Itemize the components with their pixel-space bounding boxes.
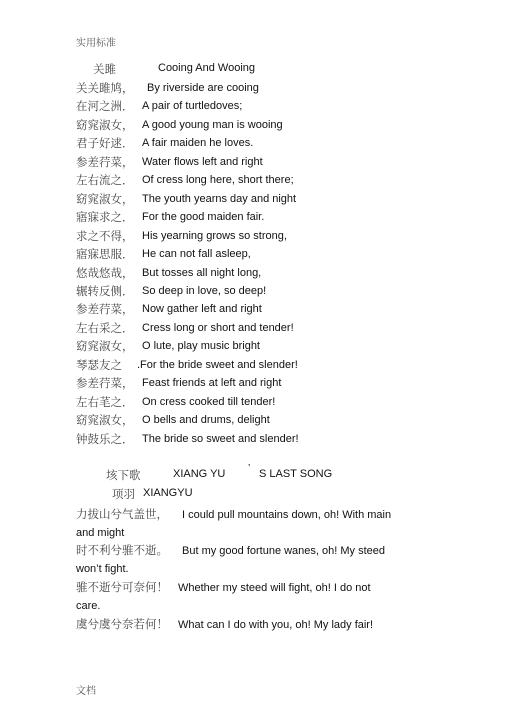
poem1-line-zh: 求之不得， <box>76 228 134 243</box>
poem1-line-en: Cress long or short and tender! <box>142 321 294 334</box>
poem1-line-zh: 参差荇菜， <box>76 302 134 317</box>
poem1-line-zh: 窈窕淑女， <box>76 339 134 354</box>
poem1-line-en: For the good maiden fair. <box>142 211 265 224</box>
page-footer: 文档 <box>76 686 96 697</box>
poem2-title-apostrophe: ’ <box>248 463 251 474</box>
poem1-line-zh: 关关雎鸠， <box>76 81 134 95</box>
poem1-line-zh: 左右采之． <box>76 320 134 335</box>
poem1-line-zh: 窈窕淑女， <box>76 191 134 206</box>
poem1-line-zh: 参差荇菜， <box>76 376 134 391</box>
poem1-line-en: So deep in love, so deep! <box>142 284 267 297</box>
poem1-line-en: The bride so sweet and slender! <box>142 432 299 445</box>
poem1-line-zh: 钟鼓乐之． <box>76 431 134 446</box>
poem2-line-1-en-1: I could pull mountains down, oh! With main <box>182 509 392 521</box>
poem1-line-zh: 君子好逑． <box>76 136 134 151</box>
poem2-author-zh: 项羽 <box>112 487 135 501</box>
poem2-author-en: XIANGYU <box>143 487 193 499</box>
poem1-line-en: A good young man is wooing <box>142 118 283 131</box>
poem1-line-en: He can not fall asleep, <box>142 248 251 261</box>
poem2-title-zh: 垓下歌 <box>106 468 141 482</box>
poem2-line-1-en-2: and might <box>76 527 125 539</box>
poem2-line-3-en-2: care. <box>76 600 101 612</box>
poem2-line-1-zh: 力拔山兮气盖世， <box>76 507 168 521</box>
poem2-line-3-zh: 骓不逝兮可奈何！ <box>76 580 168 594</box>
poem1-line-en: O bells and drums, delight <box>142 414 270 427</box>
poem1-line-en: The youth yearns day and night <box>142 192 297 205</box>
poem1-line-zh: 左右芼之． <box>76 394 134 409</box>
poem1-line-en: A fair maiden he loves. <box>142 137 254 150</box>
poem2-line-1 <box>76 505 394 542</box>
poem1-line-zh: 在河之洲． <box>76 99 134 114</box>
poem1-title-en: Cooing And Wooing <box>158 62 256 74</box>
poem1-line-en: His yearning grows so strong, <box>142 229 287 242</box>
poem1-line-en: O lute, play music bright <box>142 340 260 353</box>
poem1-line-zh: 左右流之． <box>76 173 134 188</box>
poem1-line-zh: 琴瑟友之 <box>76 357 122 372</box>
poem2-line-2-zh: 时不利兮骓不逝。 <box>76 543 168 557</box>
poem2-line-4-zh: 虞兮虞兮奈若何！ <box>76 617 168 631</box>
poem1-line-en: Now gather left and right <box>142 303 262 316</box>
poem1-line-zh: 窈窕淑女， <box>76 117 134 132</box>
poem1-title-zh: 关雎 <box>93 62 116 76</box>
poem1-line-en: Of cress long here, short there; <box>142 174 294 187</box>
poem1-line-zh: 辗转反侧． <box>76 283 134 298</box>
poem2-line-3 <box>76 578 394 615</box>
poem1-line-zh: 寤寐思服． <box>76 247 134 262</box>
poem2-title-en-a: XIANG YU <box>173 468 226 480</box>
poem1-line-en: Water flows left and right <box>142 155 263 168</box>
poem2-line-3-en-1: Whether my steed will fight, oh! I do not <box>178 582 371 594</box>
poem2-line-4 <box>76 615 394 634</box>
poem1-line-en: .For the bride sweet and slender! <box>137 358 298 371</box>
poem2-line-4-en-1: What can I do with you, oh! My lady fair! <box>178 619 374 631</box>
poem1-line-zh: 参差荇菜， <box>76 154 134 169</box>
page-header: 实用标准 <box>76 38 116 49</box>
poem1-line-en: On cress cooked till tender! <box>142 395 276 408</box>
poem1-line-en: A pair of turtledoves; <box>142 100 243 113</box>
poem2-line-2-en-2: won’t fight. <box>76 563 129 575</box>
poem2-title-en-b: S LAST SONG <box>259 468 333 480</box>
poem1-line-en: Feast friends at left and right <box>142 377 282 390</box>
poem2-line-2 <box>76 541 394 578</box>
poem1-line-zh: 窈窕淑女， <box>76 413 134 428</box>
poem1-line-en: By riverside are cooing <box>147 82 259 94</box>
poem1-line-en: But tosses all night long, <box>142 266 262 279</box>
poem2-line-2-en-1: But my good fortune wanes, oh! My steed <box>182 545 386 557</box>
poem1-line-zh: 悠哉悠哉， <box>76 265 134 280</box>
poem1-line-zh: 寤寐求之． <box>76 210 134 225</box>
